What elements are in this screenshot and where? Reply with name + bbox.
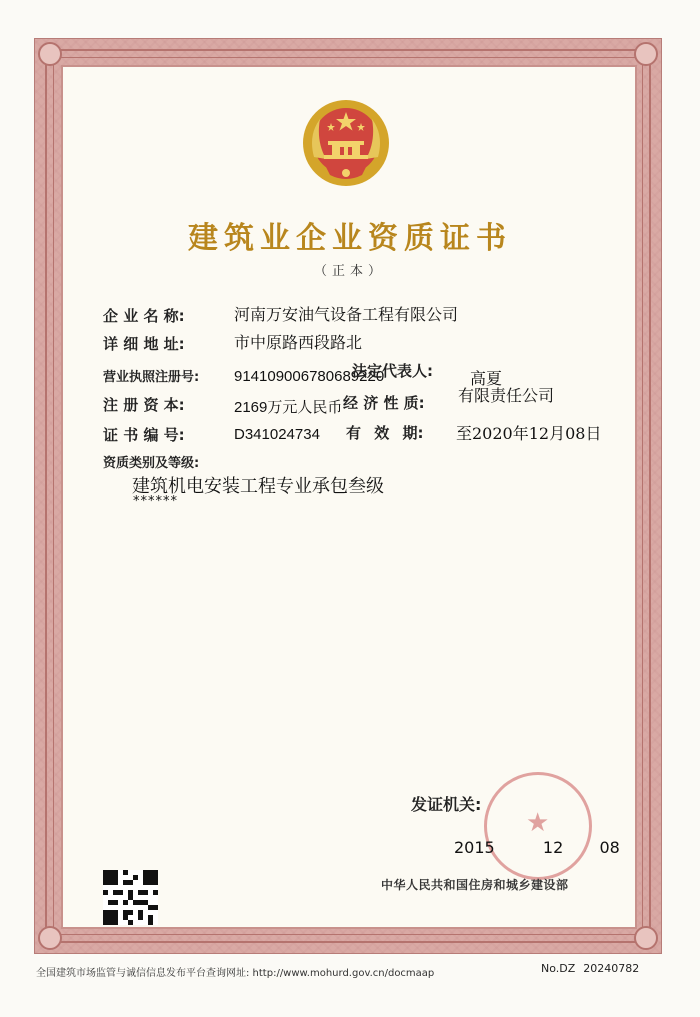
econ-nature-value: 有限责任公司 <box>458 386 555 405</box>
corner-ornament <box>38 926 62 950</box>
issue-year: 2015 <box>454 838 495 857</box>
issue-day: 08 <box>599 838 620 857</box>
document-number-label: No.DZ <box>541 962 576 975</box>
valid-until-value: 至2020年12月08日 <box>456 424 602 443</box>
cert-no-label: 证 书 编 号: <box>103 426 185 444</box>
issue-date <box>454 838 620 857</box>
document-number-value: 20240782 <box>583 962 640 975</box>
legal-rep-label: 法定代表人: <box>352 362 433 380</box>
address-label: 详 细 地 址: <box>103 335 185 353</box>
company-name-label: 企 业 名 称: <box>103 307 185 325</box>
certificate-title: 建筑业企业资质证书 <box>188 221 512 256</box>
qualification-value: 建筑机电安装工程专业承包叁级 <box>132 476 384 497</box>
certificate-subtitle: （正本） <box>313 264 386 279</box>
econ-nature-label: 经 济 性 质: <box>343 394 425 412</box>
qr-code-icon[interactable] <box>103 870 158 925</box>
issue-month: 12 <box>542 838 564 857</box>
address-value: 市中原路西段路北 <box>234 333 363 352</box>
corner-ornament <box>634 42 658 66</box>
issuer-label: 发证机关: <box>411 795 482 814</box>
corner-ornament <box>38 42 62 66</box>
issuing-ministry: 中华人民共和国住房和城乡建设部 <box>381 878 569 892</box>
legal-rep-value: 高夏 <box>470 369 503 388</box>
document-number <box>541 962 639 975</box>
national-emblem-icon <box>300 97 392 189</box>
license-no-value: 914109006780689220 <box>234 368 385 385</box>
valid-label: 有 效 期: <box>346 424 424 442</box>
corner-ornament <box>634 926 658 950</box>
capital-label: 注 册 资 本: <box>103 396 185 414</box>
license-no-label: 营业执照注册号: <box>103 370 200 385</box>
footer-query-note: 全国建筑市场监管与诚信信息发布平台查询网址: http://www.mohurd.gov.cn/docmaap <box>36 968 435 979</box>
capital-value: 2169万元人民币 <box>234 399 343 416</box>
cert-no-value: D341024734 <box>234 426 320 443</box>
qualification-label: 资质类别及等级: <box>103 456 200 471</box>
company-name-value: 河南万安油气设备工程有限公司 <box>234 305 459 324</box>
qualification-stars: ****** <box>133 494 178 509</box>
official-seal-icon: ★ <box>484 772 592 880</box>
